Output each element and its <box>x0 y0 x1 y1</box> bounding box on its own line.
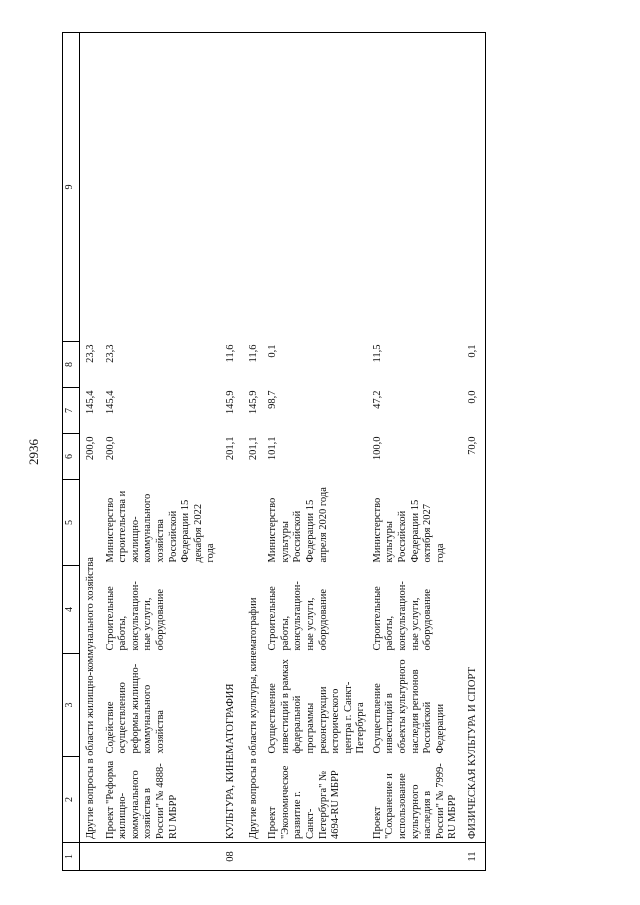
value-cell: 145,9 <box>224 390 236 415</box>
value-cell: 101,1 <box>267 436 279 461</box>
value-cell: 98,7 <box>267 390 279 409</box>
value-cell: 201,1 <box>247 436 259 461</box>
project-executor: Министерство культуры Российской Федерации 15 апреля 2020 года <box>267 487 329 563</box>
header-cell: 6 <box>63 434 80 480</box>
budget-table-rotated <box>62 33 580 871</box>
value-cell <box>243 33 266 342</box>
value-cell: 200,0 <box>104 436 116 461</box>
project-executor: Министерство строительства и жилищно-коммунального хозяйства Российской Федерации 15 декабря 2022 года <box>104 490 217 563</box>
row-code <box>370 843 462 871</box>
header-cell: 8 <box>63 342 80 388</box>
value-cell: 100,0 <box>371 436 383 461</box>
value-cell: 47,2 <box>371 390 383 409</box>
value-cell: 145,4 <box>104 390 116 415</box>
project-purpose: Содействие осуществлению реформы жилищно-коммунального хозяйства <box>104 663 166 754</box>
section-code <box>80 843 103 871</box>
header-cell: 9 <box>63 33 80 342</box>
value-cell: 201,1 <box>224 436 236 461</box>
value-cell <box>462 33 485 342</box>
value-cell: 0,1 <box>462 342 485 388</box>
header-cell: 3 <box>63 654 80 757</box>
value-cell: 70,0 <box>462 434 485 480</box>
project-row <box>370 33 462 871</box>
value-cell <box>220 33 243 342</box>
header-cell: 5 <box>63 480 80 566</box>
header-cell: 4 <box>63 566 80 654</box>
project-expenditure: Строительные работы, консультацион-ные услуги, оборудование <box>267 581 329 651</box>
section-code: 11 <box>462 843 485 871</box>
value-cell <box>265 33 370 342</box>
section-code: 08 <box>220 843 243 871</box>
section-row <box>80 33 103 871</box>
value-cell <box>370 33 462 342</box>
project-expenditure: Строительные работы, консультацион-ные услуги, оборудование <box>371 581 434 651</box>
value-cell: 11,6 <box>247 344 259 363</box>
value-cell: 23,3 <box>104 344 116 363</box>
budget-table <box>62 32 486 871</box>
value-cell <box>80 33 103 342</box>
value-cell: 11,5 <box>371 344 383 363</box>
value-cell: 0,1 <box>267 344 279 358</box>
section-title: КУЛЬТУРА, КИНЕМАТОГРАФИЯ <box>224 683 236 839</box>
project-purpose: Осуществление инвестиций в объекты культурного наследия регионов Российской Федерации <box>371 659 446 754</box>
value-cell: 145,4 <box>85 390 96 415</box>
row-code <box>103 843 220 871</box>
value-cell <box>103 33 220 342</box>
section-row <box>220 33 243 871</box>
project-row <box>265 33 370 871</box>
project-name: Проект "Экономическое развитие г. Санкт-Петербурга" № 4694-RU МБРР <box>267 765 342 839</box>
header-cell: 7 <box>63 388 80 434</box>
section-row <box>462 33 485 871</box>
row-code <box>265 843 370 871</box>
header-row <box>63 33 80 871</box>
project-executor: Министерство культуры Российской Федерации 15 октября 2027 года <box>371 497 446 563</box>
value-cell: 200,0 <box>85 436 96 461</box>
page-number: 2936 <box>26 439 41 465</box>
section-title: Другие вопросы в области культуры, кинематографии <box>247 597 259 839</box>
project-expenditure: Строительные работы, консультацион-ные услуги, оборудование <box>104 581 166 651</box>
project-name: Проект "Сохранение и использование культурного наследия в России" № 7999-RU МБРР <box>371 763 459 839</box>
project-row <box>103 33 220 871</box>
section-title: Другие вопросы в области жилищно-коммунального хозяйства <box>85 557 96 839</box>
value-cell: 23,3 <box>85 344 96 363</box>
project-purpose: Осуществление инвестиций в рамках федеральной программы реконструкции исторического центра г. Санкт-Петербурга <box>267 659 367 754</box>
header-cell: 2 <box>63 757 80 843</box>
value-cell: 11,6 <box>224 344 236 363</box>
value-cell: 0,0 <box>462 388 485 434</box>
section-title: ФИЗИЧЕСКАЯ КУЛЬТУРА И СПОРТ <box>462 480 485 843</box>
section-code <box>243 843 266 871</box>
project-name: Проект "Реформа жилищно-коммунального хозяйства в России" № 4888-RU МБРР <box>104 760 179 839</box>
header-cell: 1 <box>63 843 80 871</box>
value-cell: 145,9 <box>247 390 259 415</box>
section-row <box>243 33 266 871</box>
